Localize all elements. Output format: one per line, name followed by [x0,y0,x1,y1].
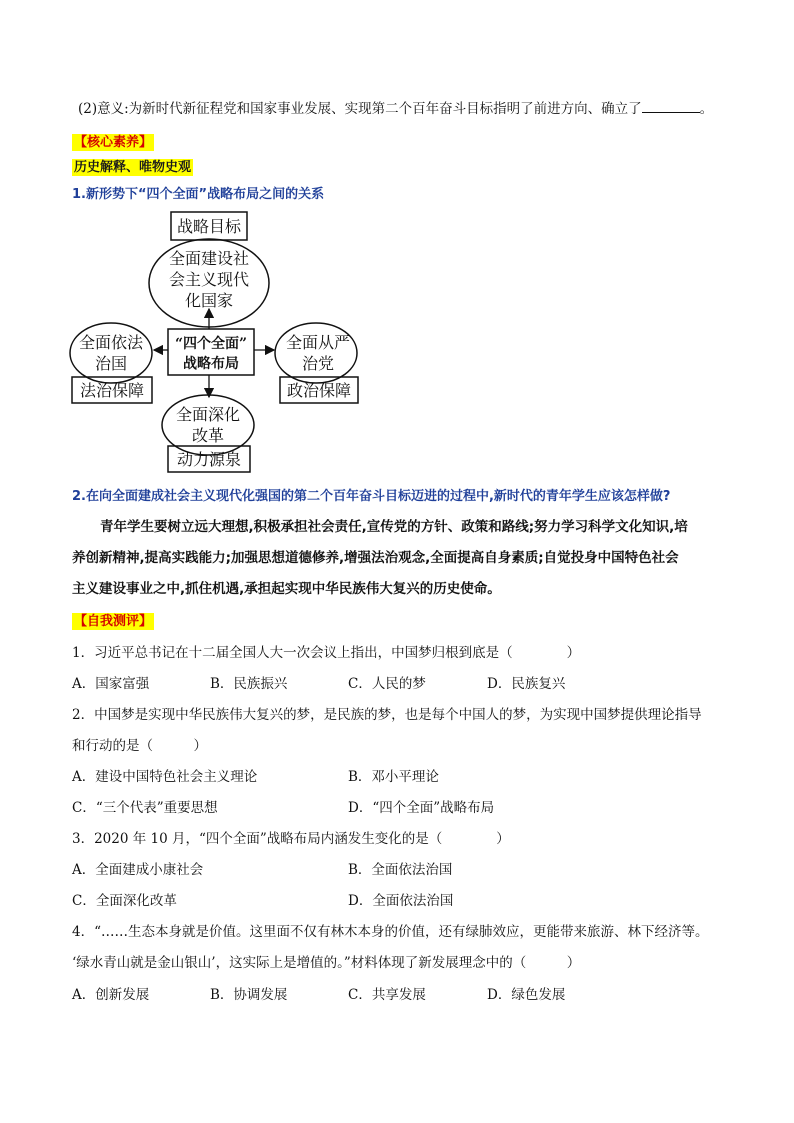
section2-title: 2.在向全面建成社会主义现代化强国的第二个百年奋斗目标迈进的过程中,新时代的青年学生应该怎样做? [72,489,671,504]
top-ellipse-line2: 会主义现代 [168,270,250,289]
q3-option-c: C．全面深化改革 [72,893,177,909]
answer-blank [642,100,700,113]
answer-line-3: 主义建设事业之中,抓住机遇,承担起实现中华民族伟大复兴的历史使命。 [72,581,501,597]
intro-tail: 。 [699,101,714,117]
q4-option-b: B．协调发展 [210,987,288,1003]
self-tag-wrap [72,610,154,630]
bottom-ellipse-line1: 全面深化 [175,405,241,424]
right-box-label: 政治保障 [286,381,352,400]
core-subtag: 历史解释、唯物史观 [74,160,192,175]
answer-line-2: 养创新精神,提高实践能力;加强思想道德修养,增强法治观念,全面提高自身素质;自觉投身中国特色社会 [72,550,679,566]
question-2-stem-1: 2．中国梦是实现中华民族伟大复兴的梦，是民族的梦，也是每个中国人的梦，为实现中国梦提供理论指导 [72,707,702,723]
question-2-stem-2: 和行动的是（ ） [72,738,207,754]
right-ellipse-line2: 治党 [301,354,335,373]
four-comprehensives-diagram [60,205,380,475]
core-tag: 【核心素养】 [74,135,153,150]
bottom-ellipse-line2: 改革 [191,426,225,445]
q1-option-d: D．民族复兴 [487,676,566,692]
core-sub-wrap [72,156,193,176]
q3-option-d: D．全面依法治国 [348,893,454,909]
self-tag: 【自我测评】 [74,614,153,629]
left-box-label: 法治保障 [79,381,145,400]
q2-option-a: A．建设中国特色社会主义理论 [72,769,258,785]
question-4-stem-2: ‘绿水青山就是金山银山’，这实际上是增值的。”材料体现了新发展理念中的（ ） [72,955,581,971]
q2-option-b: B．邓小平理论 [348,769,439,785]
q4-option-a: A．创新发展 [72,987,150,1003]
q1-option-a: A．国家富强 [72,676,150,692]
intro-line [78,97,713,117]
top-ellipse-line1: 全面建设社 [168,249,250,268]
goal-box-label: 战略目标 [176,217,242,236]
q4-option-d: D．绿色发展 [487,987,566,1003]
left-ellipse-line2: 治国 [94,354,128,373]
bottom-box-label: 动力源泉 [176,450,242,469]
core-tag-wrap [72,131,154,151]
q2-option-d: D．“四个全面”战略布局 [348,800,495,816]
left-ellipse-line1: 全面依法 [78,333,144,352]
center-line2: 战略布局 [183,356,239,372]
answer-line-1: 青年学生要树立远大理想,积极承担社会责任,宣传党的方针、政策和路线;努力学习科学文化知识,培 [100,519,688,535]
question-1-stem: 1．习近平总书记在十二届全国人大一次会议上指出，中国梦归根到底是（ ） [72,645,581,661]
party-discipline-ellipse [275,323,357,383]
section1-title: 1.新形势下“四个全面”战略布局之间的关系 [72,187,325,202]
top-ellipse-line3: 化国家 [184,291,234,310]
intro-text: (2)意义:为新时代新征程党和国家事业发展、实现第二个百年奋斗目标指明了前进方向、确立了 [78,101,642,117]
q4-option-c: C．共享发展 [348,987,426,1003]
q1-option-b: B．民族振兴 [210,676,288,692]
rule-of-law-ellipse [70,323,152,383]
q1-option-c: C．人民的梦 [348,676,426,692]
q3-option-a: A．全面建成小康社会 [72,862,204,878]
right-ellipse-line1: 全面从严 [285,333,351,352]
center-line1: “四个全面” [174,336,248,352]
q3-option-b: B．全面依法治国 [348,862,453,878]
q2-option-c: C．“三个代表”重要思想 [72,800,218,816]
question-4-stem-1: 4．“……生态本身就是价值。这里面不仅有林木本身的价值，还有绿肺效应，更能带来旅游、林下经济等。 [72,924,709,940]
question-3-stem: 3．2020 年 10 月，“四个全面”战略布局内涵发生变化的是（ ） [72,831,510,847]
